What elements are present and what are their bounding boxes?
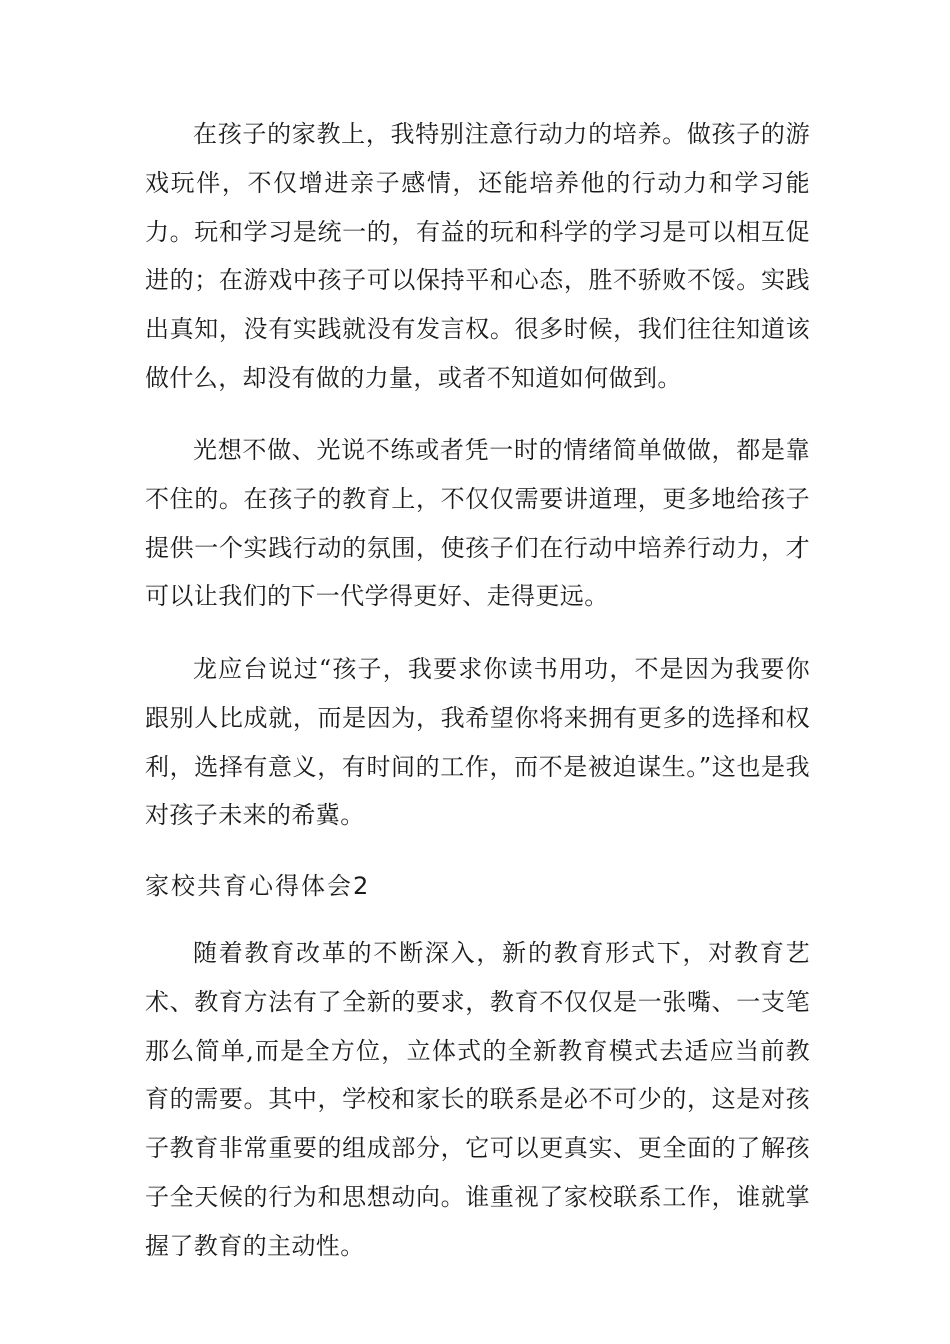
section-heading: 家校共育心得体会2	[145, 872, 371, 900]
body-paragraph: 在孩子的家教上，我特别注意行动力的培养。做孩子的游戏玩伴，不仅增进亲子感情，还能培养他的行动力和学习能力。玩和学习是统一的，有益的玩和科学的学习是可以相互促进的；在游戏中孩子可以保持平和心态，胜不骄败不馁。实践出真知，没有实践就没有发言权。很多时候，我们往往知道该做什么，却没有做的力量，或者不知道如何做到。	[145, 120, 810, 392]
body-paragraph: 龙应台说过“孩子，我要求你读书用功，不是因为我要你跟别人比成就，而是因为，我希望你将来拥有更多的选择和权利，选择有意义，有时间的工作，而不是被迫谋生。”这也是我对孩子未来的希冀。	[145, 655, 810, 830]
body-paragraph: 光想不做、光说不练或者凭一时的情绪简单做做，都是靠不住的。在孩子的教育上，不仅仅需要讲道理，更多地给孩子提供一个实践行动的氛围，使孩子们在行动中培养行动力，才可以让我们的下一代学得更好、走得更远。	[145, 436, 810, 611]
body-paragraph: 随着教育改革的不断深入，新的教育形式下，对教育艺术、教育方法有了全新的要求，教育不仅仅是一张嘴、一支笔那么简单,而是全方位，立体式的全新教育模式去适应当前教育的需要。其中，学校和家长的联系是必不可少的，这是对孩子教育非常重要的组成部分，它可以更真实、更全面的了解孩子全天候的行为和思想动向。谁重视了家校联系工作，谁就掌握了教育的主动性。	[145, 939, 810, 1260]
